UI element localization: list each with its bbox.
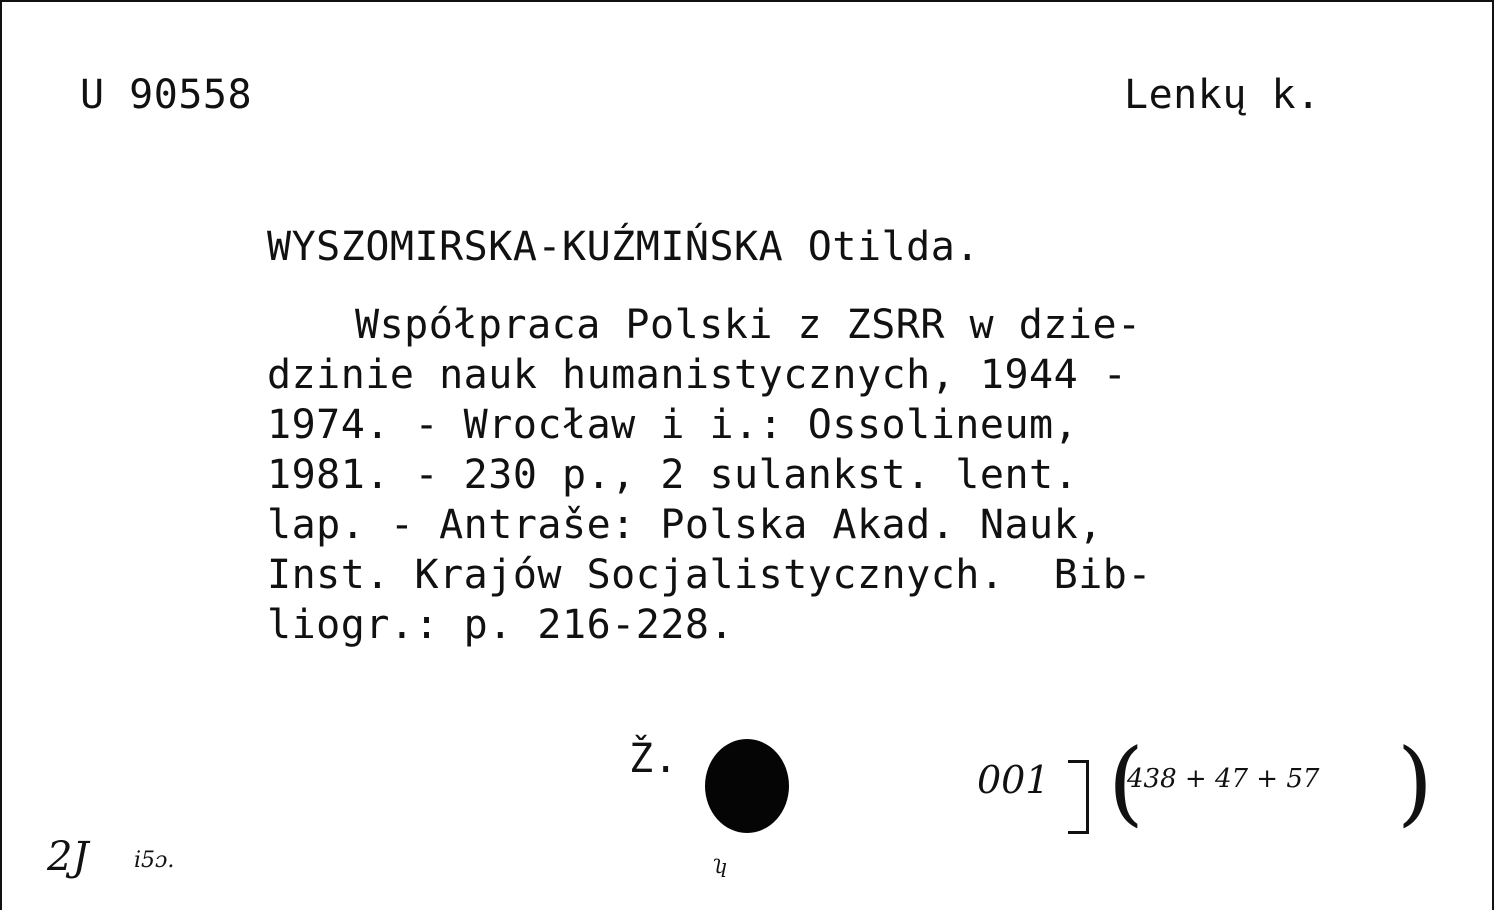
- handwritten-note: i5ɔ.: [134, 848, 175, 873]
- typed-mark: Ž.: [629, 736, 679, 782]
- bibliographic-description: [267, 300, 1152, 650]
- handwritten-paren-right: ): [1397, 729, 1433, 836]
- handwritten-sum: 438 + 47 + 57: [1127, 764, 1320, 794]
- call-number: U 90558: [80, 72, 253, 118]
- description-line: 1981. - 230 p., 2 sulankst. lent.: [267, 452, 1079, 498]
- collection-label: Lenkų k.: [1124, 72, 1321, 118]
- description-line: 1974. - Wrocław i i.: Ossolineum,: [267, 402, 1079, 448]
- description-line: liogr.: p. 216-228.: [267, 602, 735, 648]
- description-line: Współpraca Polski z ZSRR w dzie-: [355, 302, 1142, 348]
- handwritten-code: 001: [977, 758, 1050, 802]
- handwritten-tiny-note: ʮ: [712, 854, 728, 878]
- description-line: Inst. Krajów Socjalistycznych. Bib-: [267, 552, 1152, 598]
- handwritten-bracket: [1068, 760, 1089, 834]
- author-heading: WYSZOMIRSKA-KUŹMIŃSKA Otilda.: [267, 224, 980, 270]
- handwritten-paren-left: (: [1108, 729, 1144, 836]
- punch-hole: [705, 739, 789, 833]
- handwritten-mark: 2J: [47, 834, 89, 880]
- description-line: lap. - Antraše: Polska Akad. Nauk,: [267, 502, 1103, 548]
- description-line: dzinie nauk humanistycznych, 1944 -: [267, 352, 1128, 398]
